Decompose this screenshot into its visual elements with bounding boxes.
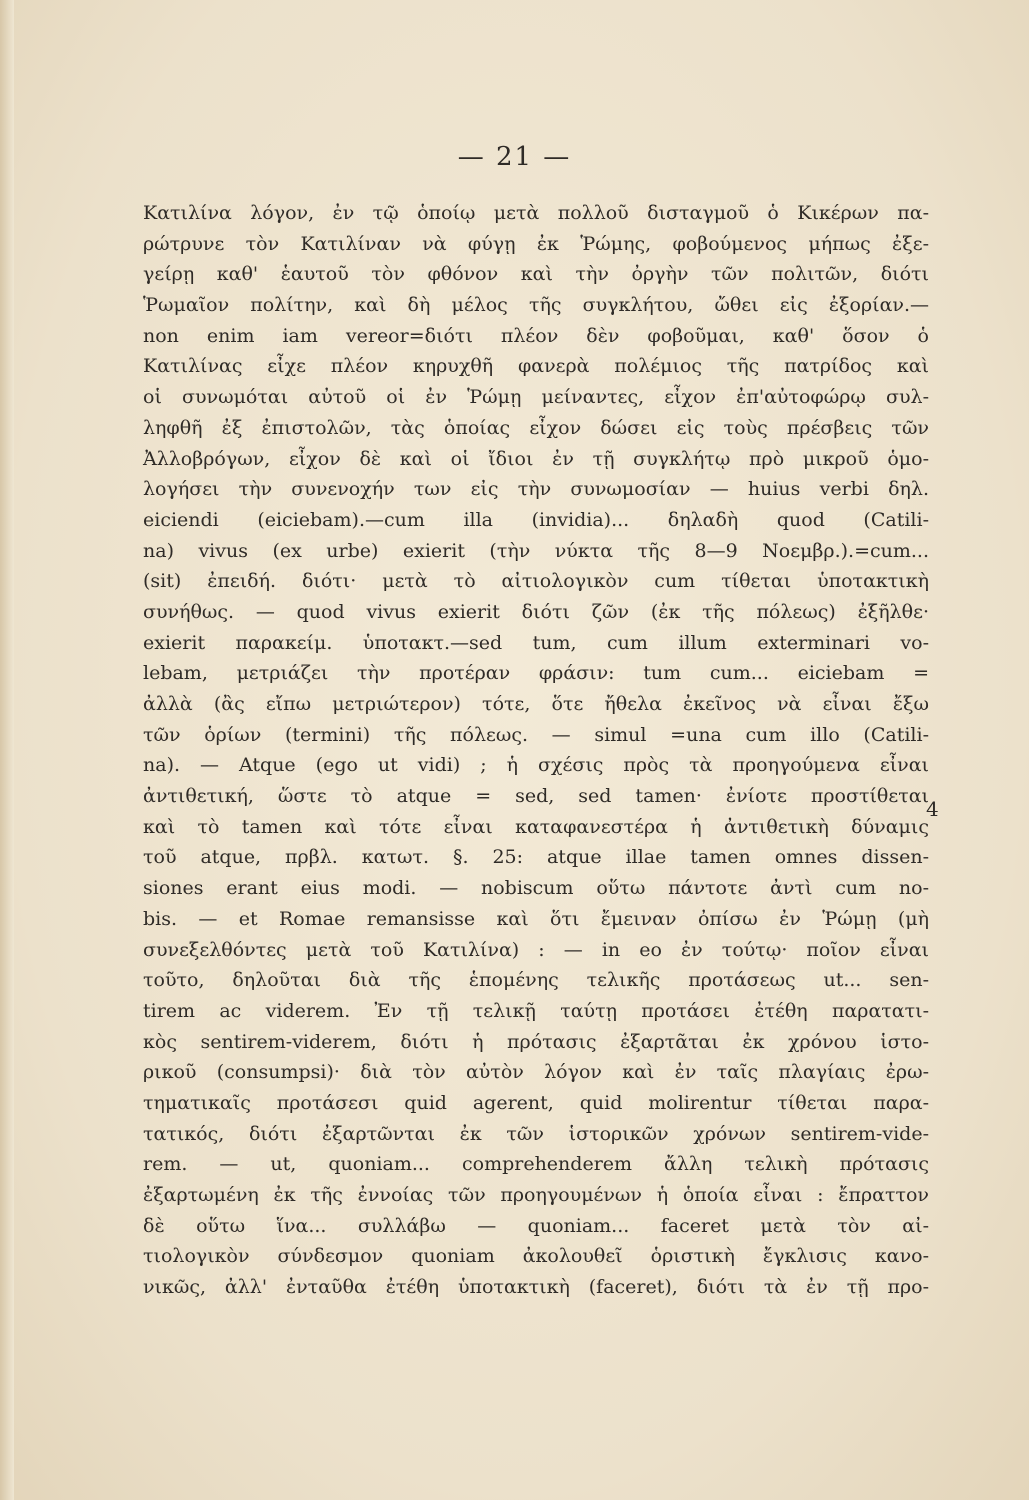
text-line: τῶν ὁρίων (termini) τῆς πόλεως. — simul =una cum illo (Catili-: [143, 723, 929, 746]
text-line: ρικοῦ (consumpsi)· διὰ τὸν αὐτὸν λόγον καὶ ἐν ταῖς πλαγίαις ἐρω-: [143, 1061, 929, 1084]
text-line: Ἀλλοβρόγων, εἶχον δὲ καὶ οἱ ἴδιοι ἐν τῇ συγκλήτῳ πρὸ μικροῦ ὁμο-: [143, 447, 929, 470]
text-line: exierit παρακείμ. ὑποτακτ.—sed tum, cum illum exterminari vo-: [143, 631, 929, 654]
text-line: Κατιλίνας εἶχε πλέον κηρυχθῆ φανερὰ πολέμιος τῆς πατρίδος καὶ: [143, 355, 929, 378]
text-line: λογήσει τὴν συνενοχήν των εἰς τὴν συνωμοσίαν — huius verbi δηλ.: [143, 478, 929, 501]
text-line: συνεξελθόντες μετὰ τοῦ Κατιλίνα) : — in eo ἐν τούτῳ· ποῖον εἶναι: [143, 938, 929, 961]
text-line: ἀλλὰ (ἂς εἴπω μετριώτερον) τότε, ὅτε ἤθελα ἐκεῖνος νὰ εἶναι ἔξω: [143, 693, 929, 715]
text-line: τηματικαῖς προτάσεσι quid agerent, quid molirentur τίθεται παρα-: [143, 1091, 929, 1114]
margin-line-number: 4: [926, 797, 939, 821]
text-line: καὶ τὸ tamen καὶ τότε εἶναι καταφανεστέρα ἡ ἀντιθετικὴ δύναμις: [143, 815, 929, 838]
text-line: γείρῃ καθ' ἑαυτοῦ τὸν φθόνον καὶ τὴν ὀργὴν τῶν πολιτῶν, διότι: [143, 263, 929, 286]
text-line: Ῥωμαῖον πολίτην, καὶ δὴ μέλος τῆς συγκλήτου, ὤθει εἰς ἐξορίαν.—: [143, 294, 929, 317]
text-line: na) vivus (ex urbe) exierit (τὴν νύκτα τῆς 8—9 Νοεμβρ.).=cum...: [143, 539, 929, 562]
text-line: οἱ συνωμόται αὐτοῦ οἱ ἐν Ῥώμῃ μείναντες, εἶχον ἐπ'αὐτοφώρῳ συλ-: [143, 386, 929, 409]
text-line: lebam, μετριάζει τὴν προτέραν φράσιν: tum cum... eiciebam =: [143, 662, 929, 685]
text-line: τιολογικὸν σύνδεσμον quoniam ἀκολουθεῖ ὁριστικὴ ἔγκλισις κανο-: [143, 1245, 929, 1268]
text-line: δὲ οὕτω ἵνα... συλλάβω — quoniam... faceret μετὰ τὸν αἰ-: [143, 1214, 929, 1237]
text-line: tirem ac viderem. Ἐν τῇ τελικῇ ταύτῃ προτάσει ἐτέθη παρατατι-: [143, 999, 929, 1022]
text-line: eiciendi (eiciebam).—cum illa (invidia)... δηλαδὴ quod (Catili-: [143, 508, 929, 531]
page-fold-shadow: [0, 0, 14, 1500]
text-line: na). — Atque (ego ut vidi) ; ἡ σχέσις πρὸς τὰ προηγούμενα εἶναι: [143, 754, 929, 777]
text-line: (sit) ἐπειδή. διότι· μετὰ τὸ αἰτιολογικὸν cum τίθεται ὑποτακτικὴ: [143, 570, 929, 593]
text-line: Κατιλίνα λόγον, ἐν τῷ ὁποίῳ μετὰ πολλοῦ δισταγμοῦ ὁ Κικέρων πα-: [143, 202, 929, 224]
text-line: νικῶς, ἀλλ' ἐνταῦθα ἐτέθη ὑποτακτικὴ (faceret), διότι τὰ ἐν τῇ προ-: [143, 1276, 929, 1299]
text-line: ληφθῆ ἐξ ἐπιστολῶν, τὰς ὁποίας εἶχον δώσει εἰς τοὺς πρέσβεις τῶν: [143, 416, 929, 439]
text-line: συνήθως. — quod vivus exierit διότι ζῶν (ἐκ τῆς πόλεως) ἐξῆλθε·: [143, 600, 929, 623]
body-text: [143, 198, 929, 1303]
text-line: bis. — et Romae remansisse καὶ ὅτι ἔμειναν ὀπίσω ἐν Ῥώμῃ (μὴ: [143, 907, 929, 930]
text-line: ἐξαρτωμένη ἐκ τῆς ἐννοίας τῶν προηγουμένων ἡ ὁποία εἶναι : ἔπραττον: [143, 1184, 929, 1206]
text-line: ἀντιθετική, ὥστε τὸ atque = sed, sed tamen· ἐνίοτε προστίθεται: [143, 785, 929, 808]
text-line: τατικός, διότι ἐξαρτῶνται ἐκ τῶν ἱστορικῶν χρόνων sentirem-vide-: [143, 1122, 929, 1145]
page-number: — 21 —: [457, 142, 572, 172]
text-line: non enim iam vereor=διότι πλέον δὲν φοβοῦμαι, καθ' ὅσον ὁ: [143, 324, 929, 347]
text-line: rem. — ut, quoniam... comprehenderem ἄλλη τελικὴ πρότασις: [143, 1153, 929, 1176]
text-line: siones erant eius modi. — nobiscum οὕτω πάντοτε ἀντὶ cum no-: [143, 877, 929, 900]
text-line: τοῦ atque, πρβλ. κατωτ. §. 25: atque illae tamen omnes dissen-: [143, 846, 929, 869]
text-line: ρώτρυνε τὸν Κατιλίναν νὰ φύγῃ ἐκ Ῥώμης, φοβούμενος μήπως ἐξε-: [143, 232, 929, 255]
text-line: τοῦτο, δηλοῦται διὰ τῆς ἑπομένης τελικῆς προτάσεως ut... sen-: [143, 969, 929, 992]
text-line: κὸς sentirem-viderem, διότι ἡ πρότασις ἐξαρτᾶται ἐκ χρόνου ἱστο-: [143, 1030, 929, 1053]
